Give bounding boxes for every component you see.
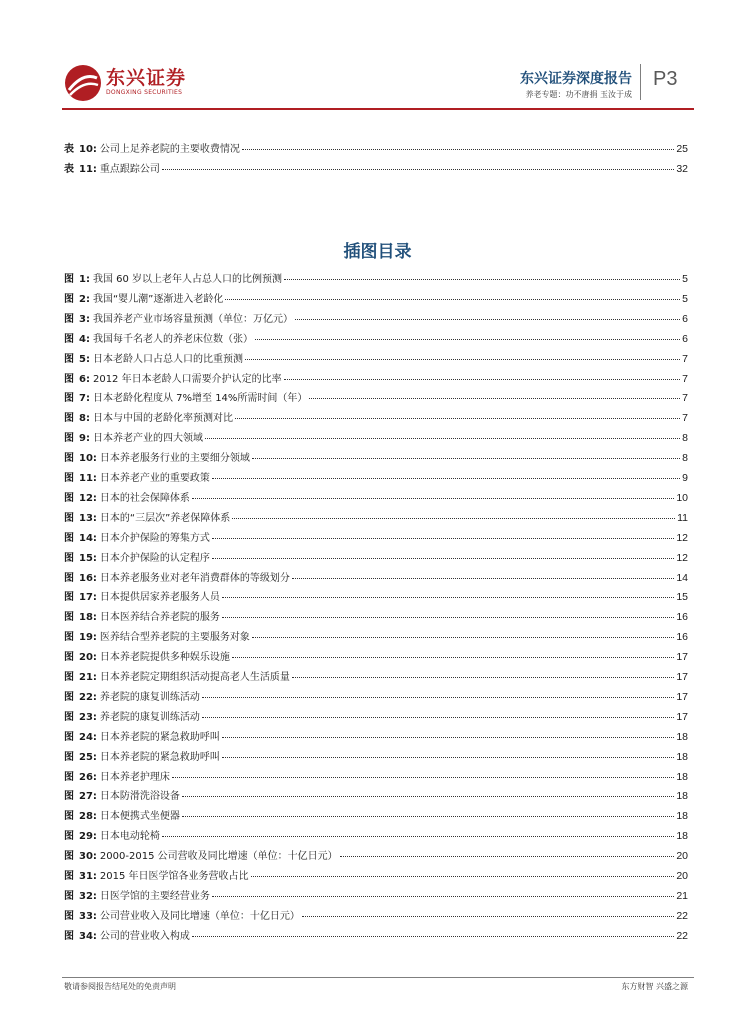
toc-leader-dots [222, 756, 674, 758]
toc-entry-page: 15 [676, 591, 688, 604]
toc-entry[interactable] [64, 529, 688, 545]
toc-entry-title: 2015 年日医学馆各业务营收占比 [99, 871, 249, 882]
toc-entry-label: 图 [64, 910, 74, 922]
header-divider [640, 64, 641, 100]
logo-text-cn: 东兴证券 [106, 67, 187, 89]
toc-entry-title: 日本电动轮椅 [99, 831, 160, 843]
toc-entry-label: 图 [64, 492, 74, 504]
toc-entry-label: 图 [64, 293, 74, 305]
toc-leader-dots [212, 557, 674, 559]
toc-entry-title: 2000-2015 公司营收及同比增速（单位：十亿日元） [99, 851, 338, 863]
toc-leader-dots [255, 338, 680, 340]
toc-entry[interactable] [64, 927, 688, 943]
toc-entry-label: 图 [64, 871, 74, 882]
toc-entry-number: 10: [79, 453, 97, 465]
header-rule [62, 108, 694, 110]
toc-entry[interactable] [64, 569, 688, 585]
toc-entry[interactable] [64, 728, 688, 744]
toc-entry[interactable] [64, 160, 688, 176]
toc-entry-title: 日本医养结合养老院的服务 [99, 612, 220, 624]
toc-entry-number: 9: [79, 433, 90, 445]
toc-entry-page: 6 [682, 332, 688, 345]
logo-text-en: DONGXING SECURITIES [106, 89, 183, 96]
toc-entry-page: 25 [676, 143, 688, 155]
toc-entry-label: 图 [64, 711, 74, 723]
toc-entry-title: 日本养老产业的四大领域 [92, 433, 203, 445]
footer-disclaimer: 敬请参阅报告结尾处的免责声明 [64, 982, 176, 991]
toc-entry[interactable] [64, 688, 688, 704]
toc-entry-page: 22 [676, 929, 688, 942]
toc-entry-label: 图 [64, 691, 74, 703]
toc-entry-label: 图 [64, 373, 74, 385]
toc-entry-label: 图 [64, 413, 74, 425]
toc-entry-title: 我国“婴儿潮”逐渐进入老龄化 [92, 293, 224, 305]
toc-entry[interactable] [64, 648, 688, 664]
toc-entry-title: 日本老龄化程度从 7%增至 14%所需时间（年） [92, 393, 308, 405]
toc-entry-label: 图 [64, 751, 74, 763]
toc-entry-title: 医养结合型养老院的主要服务对象 [99, 632, 250, 644]
toc-entry-title: 养老院的康复训练活动 [99, 691, 200, 703]
toc-entry-title: 日本养老服务行业的主要细分领域 [99, 453, 250, 465]
footer-slogan: 东方财智 兴盛之源 [621, 982, 688, 991]
toc-entry-title: 养老院的康复训练活动 [99, 711, 200, 723]
toc-entry-page: 16 [676, 631, 688, 644]
toc-entry-page: 17 [676, 651, 688, 664]
figures-heading: 插图目录 [343, 242, 412, 262]
toc-leader-dots [295, 318, 680, 320]
toc-leader-dots [284, 378, 681, 380]
toc-entry-page: 17 [676, 710, 688, 723]
toc-leader-dots [292, 577, 674, 579]
toc-entry-page: 32 [676, 162, 688, 175]
toc-entry-page: 20 [676, 850, 688, 863]
toc-entry[interactable] [64, 847, 688, 863]
toc-leader-dots [340, 855, 675, 857]
toc-entry-number: 22: [79, 691, 97, 703]
toc-entry-page: 11 [677, 511, 688, 524]
toc-entry-page: 5 [682, 292, 688, 305]
toc-entry-number: 30: [79, 851, 97, 863]
toc-leader-dots [162, 835, 674, 837]
toc-entry-page: 17 [676, 690, 688, 703]
toc-entry-label: 图 [64, 552, 74, 564]
toc-entry-title: 日本便携式坐便器 [99, 811, 180, 823]
toc-leader-dots [235, 417, 680, 419]
toc-entry-number: 34: [79, 930, 97, 942]
toc-entry[interactable] [64, 409, 688, 425]
toc-entry-number: 31: [79, 871, 97, 882]
toc-entry[interactable] [64, 350, 688, 366]
toc-entry-title: 日本养老院的紧急救助呼叫 [99, 731, 220, 743]
toc-entry-page: 7 [682, 352, 688, 365]
toc-entry-number: 13: [79, 512, 97, 524]
toc-entry-label: 图 [64, 512, 74, 524]
toc-entry-title: 日本养老产业的重要政策 [99, 473, 210, 484]
toc-entry-number: 24: [79, 731, 97, 743]
report-subtitle: 养老专题：功不唐捐 玉汝于成 [525, 90, 632, 99]
toc-entry-label: 图 [64, 473, 74, 484]
toc-entry[interactable] [64, 370, 688, 386]
toc-entry-number: 18: [79, 612, 97, 624]
toc-entry-page: 5 [682, 273, 688, 285]
toc-entry-number: 19: [79, 632, 97, 644]
toc-entry[interactable] [64, 628, 688, 644]
toc-entry-number: 4: [79, 333, 90, 345]
toc-entry-label: 图 [64, 851, 74, 863]
toc-entry-number: 14: [79, 532, 97, 544]
toc-leader-dots [302, 915, 674, 917]
toc-leader-dots [202, 716, 674, 718]
toc-entry-page: 12 [676, 531, 688, 544]
toc-leader-dots [205, 437, 680, 439]
toc-entry[interactable] [64, 807, 688, 823]
toc-entry[interactable] [64, 549, 688, 565]
toc-entry-page: 18 [676, 810, 688, 823]
toc-entry-number: 33: [79, 910, 97, 922]
toc-entry-label: 图 [64, 393, 74, 405]
toc-leader-dots [212, 537, 674, 539]
toc-entry[interactable] [64, 867, 688, 883]
toc-entry[interactable] [64, 389, 688, 405]
toc-entry-title: 公司上足养老院的主要收费情况 [99, 144, 240, 155]
toc-entry-number: 12: [79, 492, 97, 504]
toc-entry-page: 18 [676, 830, 688, 843]
toc-entry-title: 日医学馆的主要经营业务 [99, 890, 210, 902]
toc-leader-dots [162, 168, 674, 170]
toc-entry-label: 表 [64, 144, 74, 155]
toc-entry[interactable] [64, 827, 688, 843]
toc-leader-dots [222, 596, 674, 598]
toc-entry-label: 图 [64, 890, 74, 902]
toc-entry-number: 2: [79, 293, 90, 305]
toc-entry-label: 图 [64, 672, 74, 683]
toc-leader-dots [192, 935, 674, 937]
toc-entry-title: 重点跟踪公司 [99, 163, 160, 175]
toc-entry-number: 5: [79, 353, 90, 365]
toc-entry-title: 日本防滑洗浴设备 [99, 791, 180, 803]
toc-entry[interactable] [64, 887, 688, 903]
toc-leader-dots [182, 815, 674, 817]
toc-leader-dots [202, 696, 674, 698]
toc-entry-title: 日本养老院定期组织活动提高老人生活质量 [99, 672, 290, 683]
toc-entry-page: 21 [676, 889, 688, 902]
toc-entry[interactable] [64, 449, 688, 465]
toc-leader-dots [232, 517, 675, 519]
toc-entry-number: 6: [79, 373, 90, 385]
toc-entry-page: 6 [682, 312, 688, 325]
toc-entry-label: 图 [64, 274, 74, 285]
toc-entry-number: 26: [79, 771, 97, 783]
toc-entry-title: 日本养老院提供多种娱乐设施 [99, 652, 230, 664]
toc-entry-label: 表 [64, 163, 74, 175]
toc-leader-dots [212, 895, 674, 897]
toc-entry-number: 7: [79, 393, 90, 405]
toc-entry-page: 14 [676, 571, 688, 584]
toc-entry-page: 7 [682, 392, 688, 405]
toc-entry-title: 我国每千名老人的养老床位数（张） [92, 333, 253, 345]
toc-leader-dots [245, 358, 680, 360]
toc-entry-title: 我国 60 岁以上老年人占总人口的比例预测 [92, 274, 283, 285]
toc-entry-title: 日本的“三层次”养老保障体系 [99, 512, 231, 524]
toc-leader-dots [309, 397, 680, 399]
toc-entry[interactable] [64, 768, 688, 784]
toc-entry-page: 18 [676, 730, 688, 743]
company-logo-icon [64, 64, 102, 102]
toc-entry-title: 2012 年日本老龄人口需要介护认定的比率 [92, 373, 282, 385]
toc-leader-dots [292, 676, 674, 678]
toc-entry[interactable] [64, 608, 688, 624]
toc-entry-number: 17: [79, 592, 97, 604]
toc-entry-number: 27: [79, 791, 97, 803]
footer-rule [62, 977, 694, 978]
toc-entry-page: 7 [682, 372, 688, 385]
toc-leader-dots [222, 616, 674, 618]
toc-entry-page: 20 [676, 870, 688, 882]
toc-entry[interactable] [64, 330, 688, 346]
toc-entry-number: 3: [79, 313, 90, 325]
toc-entry-number: 25: [79, 751, 97, 763]
toc-entry[interactable] [64, 708, 688, 724]
toc-entry-number: 21: [79, 672, 97, 683]
toc-entry-title: 日本养老院的紧急救助呼叫 [99, 751, 220, 763]
toc-entry-label: 图 [64, 930, 74, 942]
toc-leader-dots [192, 497, 674, 499]
toc-entry-label: 图 [64, 731, 74, 743]
toc-entry-label: 图 [64, 612, 74, 624]
toc-entry-label: 图 [64, 353, 74, 365]
toc-entry-page: 18 [676, 790, 688, 803]
toc-leader-dots [232, 656, 674, 658]
toc-entry-number: 23: [79, 711, 97, 723]
toc-entry[interactable] [64, 140, 688, 156]
toc-entry-title: 日本介护保险的筹集方式 [99, 532, 210, 544]
toc-entry-number: 29: [79, 831, 97, 843]
toc-entry-page: 22 [676, 909, 688, 922]
toc-entry[interactable] [64, 509, 688, 525]
toc-entry-number: 32: [79, 890, 97, 902]
toc-entry-title: 日本与中国的老龄化率预测对比 [92, 413, 233, 425]
toc-entry-label: 图 [64, 433, 74, 445]
toc-entry-page: 16 [676, 611, 688, 624]
toc-entry-title: 我国养老产业市场容量预测（单位：万亿元） [92, 313, 293, 325]
toc-leader-dots [252, 636, 674, 638]
toc-entry-title: 日本介护保险的认定程序 [99, 552, 210, 564]
toc-leader-dots [225, 298, 680, 300]
toc-entry-title: 日本老龄人口占总人口的比重预测 [92, 353, 243, 365]
toc-entry-number: 1: [79, 274, 90, 285]
toc-entry-title: 公司的营业收入构成 [99, 930, 190, 942]
toc-entry[interactable] [64, 907, 688, 923]
toc-entry-label: 图 [64, 453, 74, 465]
toc-entry-number: 28: [79, 811, 97, 823]
toc-entry-label: 图 [64, 532, 74, 544]
toc-entry-title: 日本养老服务业对老年消费群体的等级划分 [99, 572, 290, 584]
toc-leader-dots [212, 477, 680, 479]
toc-entry-label: 图 [64, 811, 74, 823]
report-title: 东兴证券深度报告 [520, 71, 632, 87]
toc-entry-label: 图 [64, 313, 74, 325]
toc-entry-title: 公司营业收入及同比增速（单位：十亿日元） [99, 910, 300, 922]
toc-entry[interactable] [64, 429, 688, 445]
toc-entry-page: 9 [682, 472, 688, 484]
toc-entry-page: 18 [676, 750, 688, 763]
toc-entry-number: 11: [79, 473, 97, 484]
toc-leader-dots [222, 736, 674, 738]
toc-entry[interactable] [64, 668, 688, 684]
toc-entry-page: 7 [682, 412, 688, 425]
toc-leader-dots [182, 795, 674, 797]
toc-entry-number: 10: [79, 144, 97, 155]
toc-entry-label: 图 [64, 572, 74, 584]
toc-entry-page: 8 [682, 452, 688, 465]
toc-entry-title: 日本提供居家养老服务人员 [99, 592, 220, 604]
toc-entry-page: 12 [676, 551, 688, 564]
toc-entry[interactable] [64, 469, 688, 485]
toc-leader-dots [284, 278, 680, 280]
toc-entry-number: 20: [79, 652, 97, 664]
toc-entry[interactable] [64, 270, 688, 286]
toc-entry[interactable] [64, 489, 688, 505]
toc-entry-label: 图 [64, 333, 74, 345]
toc-entry-number: 11: [79, 163, 97, 175]
toc-leader-dots [242, 148, 674, 150]
toc-entry-number: 8: [79, 413, 90, 425]
toc-entry-label: 图 [64, 592, 74, 604]
toc-leader-dots [251, 875, 675, 877]
toc-entry-label: 图 [64, 632, 74, 644]
toc-leader-dots [172, 776, 674, 778]
toc-leader-dots [252, 457, 680, 459]
toc-entry[interactable] [64, 787, 688, 803]
toc-entry[interactable] [64, 588, 688, 604]
toc-entry-label: 图 [64, 652, 74, 664]
toc-entry[interactable] [64, 748, 688, 764]
toc-entry[interactable] [64, 310, 688, 326]
toc-entry-title: 日本的社会保障体系 [99, 492, 190, 504]
toc-entry-number: 16: [79, 572, 97, 584]
toc-entry[interactable] [64, 290, 688, 306]
toc-entry-number: 15: [79, 552, 97, 564]
toc-entry-label: 图 [64, 771, 74, 783]
page-number: P3 [653, 68, 678, 90]
toc-entry-page: 10 [676, 491, 688, 504]
toc-entry-label: 图 [64, 791, 74, 803]
toc-entry-page: 8 [682, 432, 688, 445]
toc-entry-page: 17 [676, 671, 688, 683]
toc-entry-page: 18 [676, 770, 688, 783]
toc-entry-title: 日本养老护理床 [99, 771, 170, 783]
toc-entry-label: 图 [64, 831, 74, 843]
